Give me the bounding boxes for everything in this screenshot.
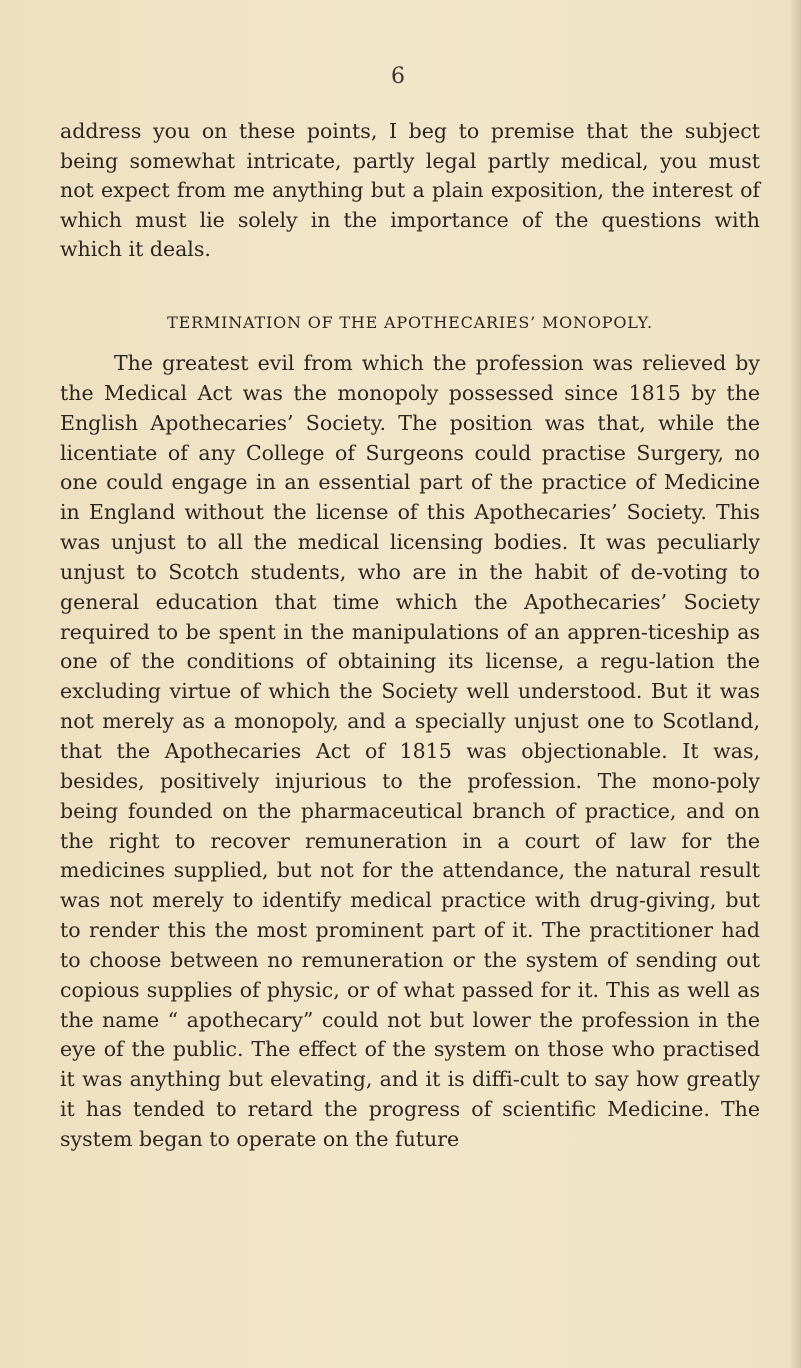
- section-heading: TERMINATION OF THE APOTHECARIES’ MONOPOLY.: [167, 313, 653, 332]
- page-number: 6: [391, 64, 405, 89]
- intro-paragraph: address you on these points, I beg to premise that the subject being somewhat intricate, partly legal partly medical, you must not expect from me anything but a plain exposition, the interest of which must lie solely in the importance of the questions with which it deals.: [60, 119, 760, 261]
- section-body-paragraph: The greatest evil from which the profession was relieved by the Medical Act was the monopoly possessed since 1815 by the English Apothecaries’ Society. The position was that, while the licentiate of any College of Surgeons could practise Surgery, no one could engage in an essential part of the practice of Medicine in England without the license of this Apothecaries’ Society. This was unjust to all the medical licensing bodies. It was peculiarly unjust to Scotch students, who are in the habit of de-voting to general education that time which the Apothecaries’ Society required to be spent in the manipulations of an appren-ticeship as one of the conditions of obtaining its license, a regu-lation the excluding virtue of which the Society well understood. But it was not merely as a monopoly, and a specially unjust one to Scotland, that the Apothecaries Act of 1815 was objectionable. It was, besides, positively injurious to the profession. The mono-poly being founded on the pharmaceutical branch of practice, and on the right to recover remuneration in a court of law for the medicines supplied, but not for the attendance, the natural result was not merely to identify medical practice with drug-giving, but to render this the most prominent part of it. The practitioner had to choose between no remuneration or the system of sending out copious supplies of physic, or of what passed for it. This as well as the name “ apothecary” could not but lower the profession in the eye of the public. The effect of the system on those who practised it was anything but elevating, and it is diffi-cult to say how greatly it has tended to retard the progress of scientific Medicine. The system began to operate on the future: [60, 351, 760, 1151]
- page-edge-shadow: [789, 0, 801, 1368]
